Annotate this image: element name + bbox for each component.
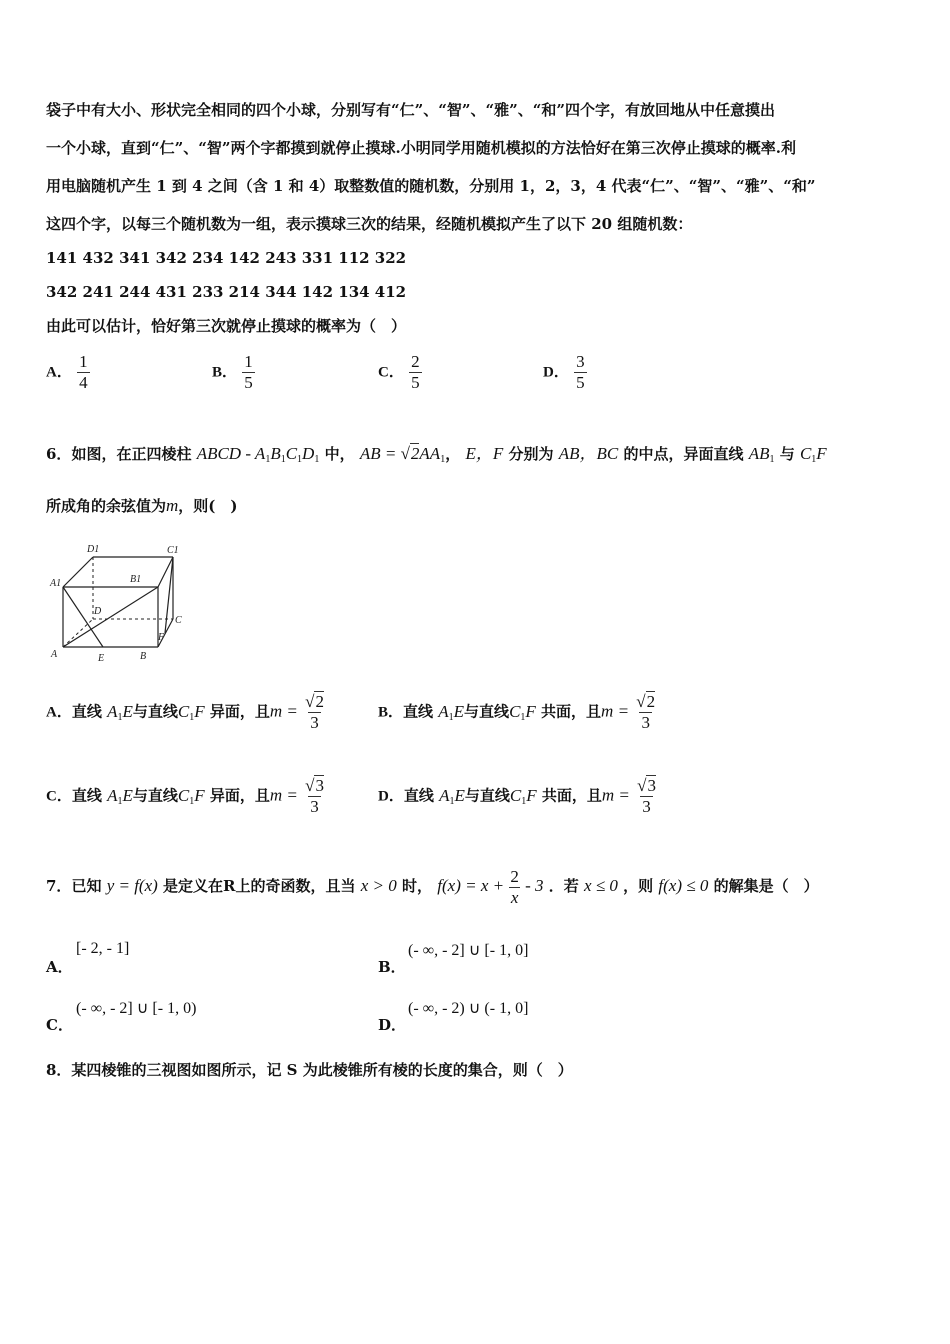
line-ab1: $AB_1$ (748, 444, 775, 465)
q7-option-b-label[interactable]: B． (378, 958, 406, 976)
label-d: D (94, 606, 102, 617)
q5-line-4: 这四个字，以每三个随机数为一组，表示摸球三次的结果，经随机模拟产生了以下 20 组随机数： (46, 215, 693, 233)
option-label: D． (543, 364, 569, 381)
q7-option-d-value: (- ∞, - 2) ∪ (- 1, 0] (408, 1000, 529, 1017)
q5-option-a[interactable] (46, 352, 90, 393)
label-a: A (51, 649, 58, 660)
q7-line: 7．已知 y = f(x) 是定义在R上的奇函数，且当 x > 0 时， f(x) = x + $\frac{2}{x}$ - 3 ．若 x ≤ 0 ，则 f(x) ≤ 0 的解集是（ ） (46, 866, 819, 907)
edge-a1d1 (63, 557, 93, 587)
label-b1: B1 (130, 574, 142, 585)
q6-line-1: 6．如图，在正四棱柱 ABCD - $A_1B_1C_1D_1$ 中， AB = $√2AA_1$， E，F 分别为 AB，BC 的中点，异面直线 $AB_1$ 与 $C_1F$ (46, 444, 827, 465)
label-c1: C1 (167, 545, 179, 556)
fraction: $\frac{√3}{3}$ (305, 776, 324, 816)
label-d1: D1 (87, 544, 100, 555)
q6-option-d[interactable]: D．直线 $A_1E$与直线$C_1F$ 共面，且m = $\frac{√3}{3}$ (378, 776, 656, 816)
fraction: $\frac{√2}{3}$ (636, 692, 656, 732)
q5-line-1: 袋子中有大小、形状完全相同的四个小球，分别写有“仁”、“智”、“雅”、“和”四个字，有放回地从中任意摸出 (46, 101, 776, 119)
q5-random-row-2: 342 241 244 431 233 214 344 142 134 412 (46, 283, 407, 301)
q7-option-b-value: (- ∞, - 2] ∪ [- 1, 0] (408, 942, 529, 959)
segments-ab-bc: AB，BC (558, 444, 619, 463)
points-e-f: E，F (465, 444, 504, 463)
line-c1f: $C_1F$ (799, 444, 827, 465)
fraction: $\frac{1}{5}$ (244, 352, 253, 392)
edge-condition: AB = $√2AA_1$ (359, 444, 446, 465)
label-e: E (98, 653, 105, 664)
q5-question: 由此可以估计，恰好第三次就停止摸球的概率为（ ） (46, 317, 407, 335)
prism-name: ABCD - $A_1B_1C_1D_1$ (196, 444, 320, 465)
inequality: f(x) ≤ 0 (658, 876, 709, 895)
function-expression: f(x) = x + $\frac{2}{x}$ - 3 (437, 866, 544, 907)
q6-option-c[interactable]: C．直线 $A_1E$与直线$C_1F$ 异面，且m = $\frac{√3}{3}$ (46, 776, 324, 816)
q5-option-c[interactable] (378, 352, 422, 393)
fraction: $\frac{1}{4}$ (79, 352, 88, 392)
option-label: A． (46, 364, 72, 381)
q7-option-a-value: [- 2, - 1] (76, 940, 130, 957)
prism-figure (48, 540, 198, 670)
label-a1: A1 (50, 578, 62, 589)
label-f: F (158, 632, 165, 643)
segment-a1e (63, 587, 103, 647)
fraction: $\frac{2}{5}$ (411, 352, 420, 392)
q5-line-2: 一个小球，直到“仁”、“智”两个字都摸到就停止摸球.小明同学用随机模拟的方法恰好在第三次停止摸球的概率.利 (46, 139, 796, 157)
q7-option-c-label[interactable]: C． (46, 1016, 73, 1034)
condition-x-nonpositive: x ≤ 0 (584, 876, 618, 895)
fraction: $\frac{√2}{3}$ (305, 692, 324, 732)
function-def: y = f(x) (106, 876, 158, 895)
segment-ab1 (63, 587, 158, 647)
q5-option-d[interactable] (543, 352, 587, 393)
q7-option-c-value: (- ∞, - 2] ∪ [- 1, 0) (76, 1000, 197, 1017)
q5-random-row-1: 141 432 341 342 234 142 243 331 112 322 (46, 249, 407, 267)
q5-line-3: 用电脑随机产生 1 到 4 之间（含 1 和 4）取整数值的随机数，分别用 1，2，3，4 代表“仁”、“智”、“雅”、“和” (46, 177, 816, 195)
q6-option-a[interactable]: A．直线 $A_1E$与直线$C_1F$ 异面，且m = $\frac{√2}{3}$ (46, 692, 324, 732)
q5-option-b[interactable] (212, 352, 255, 393)
q6-line-2: 所成角的余弦值为m，则( ) (46, 496, 238, 515)
q8-line: 8．某四棱锥的三视图如图所示，记 S 为此棱锥所有棱的长度的集合，则（ ） (46, 1061, 573, 1079)
label-c: C (175, 615, 182, 626)
edge-ad (63, 619, 93, 647)
condition-x-positive: x > 0 (360, 876, 397, 895)
option-label: C． (378, 364, 404, 381)
q6-option-b[interactable]: B．直线 $A_1E$与直线$C_1F$ 共面，且m = $\frac{√2}{3}$ (378, 692, 656, 732)
fraction: $\frac{3}{5}$ (576, 352, 585, 392)
q7-option-a-label[interactable]: A． (46, 958, 73, 976)
fraction: $\frac{√3}{3}$ (637, 776, 656, 816)
option-label: B． (212, 364, 238, 381)
label-b: B (140, 651, 147, 662)
q7-option-d-label[interactable]: D． (378, 1016, 407, 1034)
